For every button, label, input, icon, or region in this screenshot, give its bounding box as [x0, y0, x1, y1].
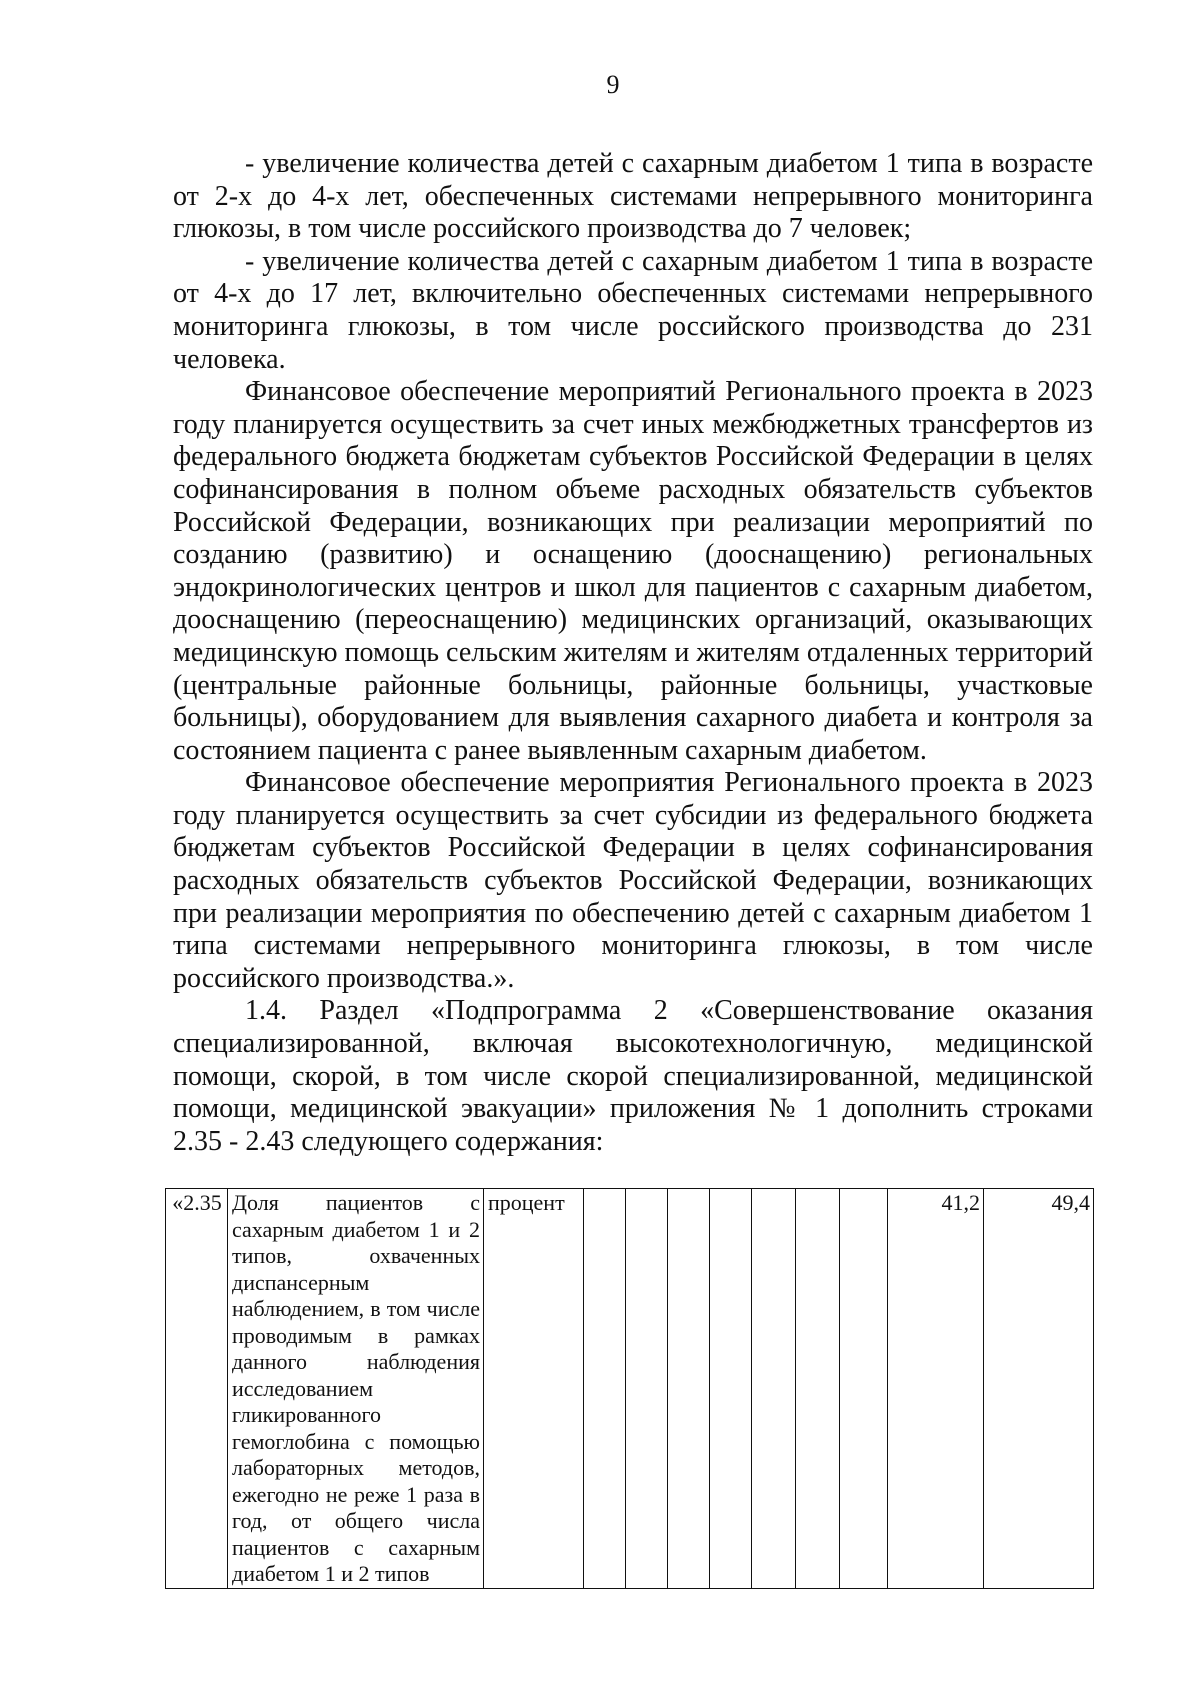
value-cell-2024: 49,4 — [984, 1189, 1094, 1589]
value-cell — [710, 1189, 752, 1589]
value-cell — [796, 1189, 840, 1589]
row-number-cell: «2.35 — [166, 1189, 228, 1589]
paragraph-children-4-17: - увеличение количества детей с сахарным диабетом 1 типа в возрасте от 4-х до 17 лет, включительно обеспеченных системами непрерывного мониторинга глюкозы, в том числе российского производства до 231 человека. — [173, 245, 1093, 375]
value-cell — [752, 1189, 796, 1589]
table-row — [166, 1189, 1094, 1589]
value-cell-2023: 41,2 — [888, 1189, 984, 1589]
unit-cell: процент — [484, 1189, 584, 1589]
value-cell — [584, 1189, 626, 1589]
value-cell — [668, 1189, 710, 1589]
paragraph-children-2-4: - увеличение количества детей с сахарным диабетом 1 типа в возрасте от 2-х до 4-х лет, обеспеченных системами непрерывного мониторинга глюкозы, в том числе российского производства до 7 человек; — [173, 148, 1093, 245]
paragraph-financing-subsidy: Финансовое обеспечение мероприятия Регионального проекта в 2023 году планируется осуществить за счет субсидии из федерального бюджета бюджетам субъектов Российской Федерации в целях софинансирования расходных обязательств субъектов Российской Федерации, возникающих при реализации мероприятия по обеспечению детей с сахарным диабетом 1 типа системами непрерывного мониторинга глюкозы, в том числе российского производства.». — [173, 767, 1093, 994]
paragraph-section-1-4: 1.4. Раздел «Подпрограмма 2 «Совершенствование оказания специализированной, включая высокотехнологичную, медицинской помощи, скорой, в том числе скорой специализированной, медицинской помощи, медицинской эвакуации» приложения № 1 дополнить строками 2.35 - 2.43 следующего содержания: — [173, 995, 1093, 1157]
value-cell — [840, 1189, 888, 1589]
indicators-table — [165, 1188, 1094, 1589]
paragraph-financing-transfers: Финансовое обеспечение мероприятий Регионального проекта в 2023 году планируется осуществить за счет иных межбюджетных трансфертов из федерального бюджета бюджетам субъектов Российской Федерации в целях софинансирования в полном объеме расходных обязательств субъектов Российской Федерации, возникающих при реализации мероприятий по созданию (развитию) и оснащению (дооснащению) региональных эндокринологических центров и школ для пациентов с сахарным диабетом, дооснащению (переоснащению) медицинских организаций, оказывающих медицинскую помощь сельским жителям и жителям отдаленных территорий (центральные районные больницы, районные больницы, участковые больницы), оборудованием для выявления сахарного диабета и контроля за состоянием пациента с ранее выявленным сахарным диабетом. — [173, 376, 1093, 766]
value-cell — [626, 1189, 668, 1589]
page-number: 9 — [606, 70, 620, 99]
document-body — [173, 148, 1093, 1158]
indicator-name-cell: Доля пациентов с сахарным диабетом 1 и 2 типов, охваченных диспансерным наблюдением, в том числе проводимым в рамках данного наблюдения исследованием гликированного гемоглобина с помощью лабораторных методов, ежегодно не реже 1 раза в год, от общего числа пациентов с сахарным диабетом 1 и 2 типов — [228, 1189, 484, 1589]
